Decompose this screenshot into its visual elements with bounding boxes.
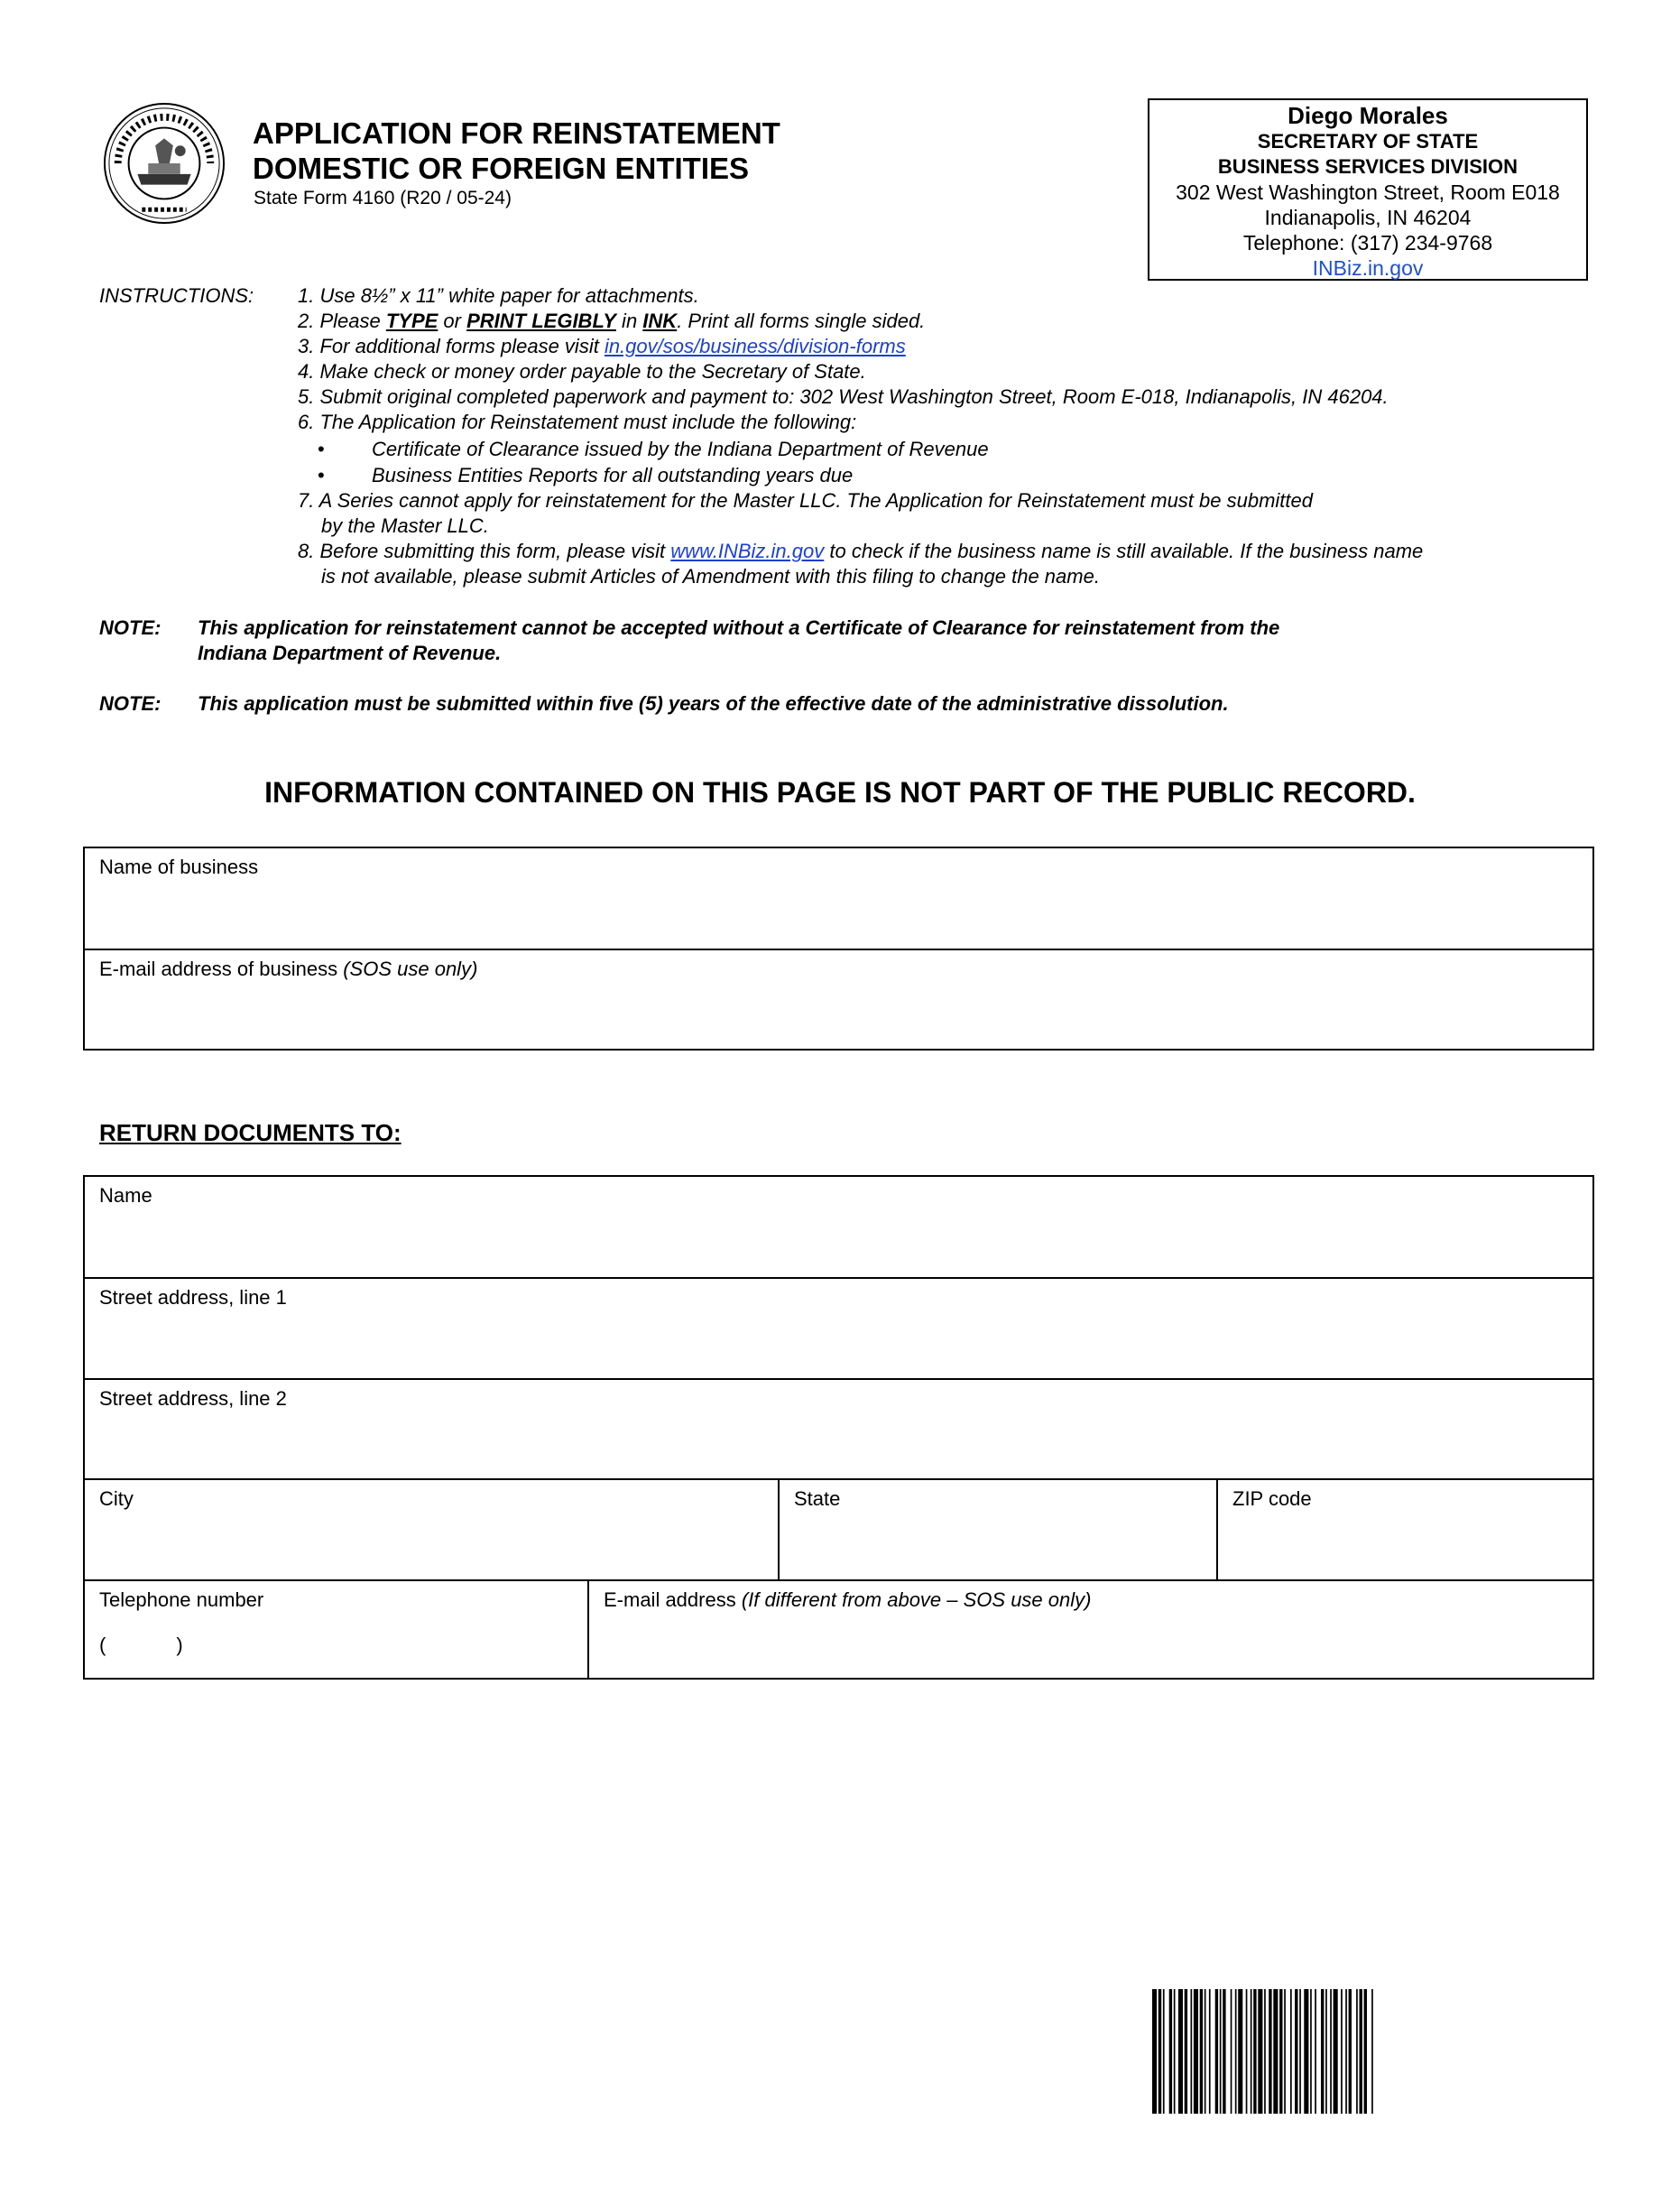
business-email-field[interactable]: E-mail address of business (SOS use only) (85, 949, 1592, 1049)
street-address-2-label: Street address, line 2 (99, 1387, 287, 1410)
area-code-parens: ( ) (99, 1634, 183, 1656)
return-email-label: E-mail address (604, 1588, 742, 1611)
instruction-6: 6. The Application for Reinstatement must include the following: (298, 411, 857, 433)
form-title: APPLICATION FOR REINSTATEMENT DOMESTIC OR FOREIGN ENTITIES (253, 116, 780, 185)
sos-city: Indianapolis, IN 46204 (1264, 206, 1472, 229)
instruction-bullet-2: • Business Entities Reports for all outstanding years due (318, 464, 854, 486)
business-name-label: Name of business (99, 856, 259, 878)
return-documents-heading: RETURN DOCUMENTS TO: (99, 1119, 402, 1146)
instruction-8: 8. Before submitting this form, please visit www.INBiz.in.gov to check if the business name is still available. If the business name (298, 540, 1424, 562)
note-1-label: NOTE: (99, 616, 162, 639)
instructions-label: INSTRUCTIONS: (99, 284, 254, 307)
secretary-of-state-address-box (1148, 98, 1588, 281)
state-label: State (794, 1487, 841, 1510)
sos-website-link[interactable]: INBiz.in.gov (1312, 256, 1424, 280)
division-forms-link[interactable]: in.gov/sos/business/division-forms (604, 335, 906, 357)
telephone-label: Telephone number (99, 1588, 264, 1611)
street-address-1-field[interactable] (85, 1277, 1592, 1378)
inbiz-link[interactable]: www.INBiz.in.gov (670, 540, 825, 562)
business-email-label: E-mail address of business (99, 958, 344, 980)
sos-name: Diego Morales (1288, 102, 1448, 129)
sos-division: BUSINESS SERVICES DIVISION (1217, 155, 1518, 178)
form-number: State Form 4160 (R20 / 05-24) (254, 188, 512, 208)
return-email-field[interactable]: E-mail address (If different from above – SOS use only) (587, 1579, 1592, 1678)
street-address-2-field[interactable] (85, 1378, 1592, 1478)
note-2-text: This application must be submitted within five (5) years of the effective date of the administrative dissolution. (198, 692, 1229, 715)
return-address-table (83, 1175, 1594, 1680)
barcode-icon (1152, 1989, 1546, 2114)
business-name-field[interactable] (85, 848, 1592, 949)
telephone-field[interactable] (85, 1579, 587, 1678)
zip-code-field[interactable] (1216, 1478, 1592, 1579)
business-info-table (83, 847, 1594, 1051)
instruction-3: 3. For additional forms please visit in.gov/sos/business/division-forms (298, 335, 906, 357)
instruction-8-cont: is not available, please submit Articles of Amendment with this filing to change the name. (321, 565, 1100, 588)
instruction-5: 5. Submit original completed paperwork and payment to: 302 West Washington Street, Room E-018, Indianapolis, IN 46204. (298, 385, 1389, 408)
sos-phone: Telephone: (317) 234-9768 (1242, 231, 1493, 255)
city-field[interactable] (85, 1478, 778, 1579)
instruction-7-cont: by the Master LLC. (321, 514, 489, 537)
return-name-label: Name (99, 1184, 152, 1207)
public-record-heading: INFORMATION CONTAINED ON THIS PAGE IS NOT PART OF THE PUBLIC RECORD. (264, 776, 1416, 809)
instruction-1: 1. Use 8½” x 11” white paper for attachments. (298, 284, 699, 307)
note-1-text: This application for reinstatement cannot be accepted without a Certificate of Clearance for reinstatement from the Indiana Department of Revenue. (198, 616, 1280, 664)
instruction-4: 4. Make check or money order payable to the Secretary of State. (298, 360, 866, 383)
zip-code-label: ZIP code (1232, 1487, 1312, 1510)
instruction-7: 7. A Series cannot apply for reinstatement for the Master LLC. The Application for Reinstatement must be submitted (298, 489, 1313, 512)
note-2-label: NOTE: (99, 692, 162, 715)
state-seal-icon (102, 101, 226, 226)
sos-address: 302 West Washington Street, Room E018 (1176, 181, 1560, 204)
instruction-2: 2. Please TYPE or PRINT LEGIBLY in INK. Print all forms single sided. (298, 310, 926, 332)
city-label: City (99, 1487, 134, 1510)
instruction-bullet-1: • Certificate of Clearance issued by the Indiana Department of Revenue (318, 438, 989, 460)
street-address-1-label: Street address, line 1 (99, 1286, 287, 1309)
state-field[interactable] (778, 1478, 1216, 1579)
return-name-field[interactable] (85, 1177, 1592, 1277)
sos-title: SECRETARY OF STATE (1257, 130, 1479, 153)
